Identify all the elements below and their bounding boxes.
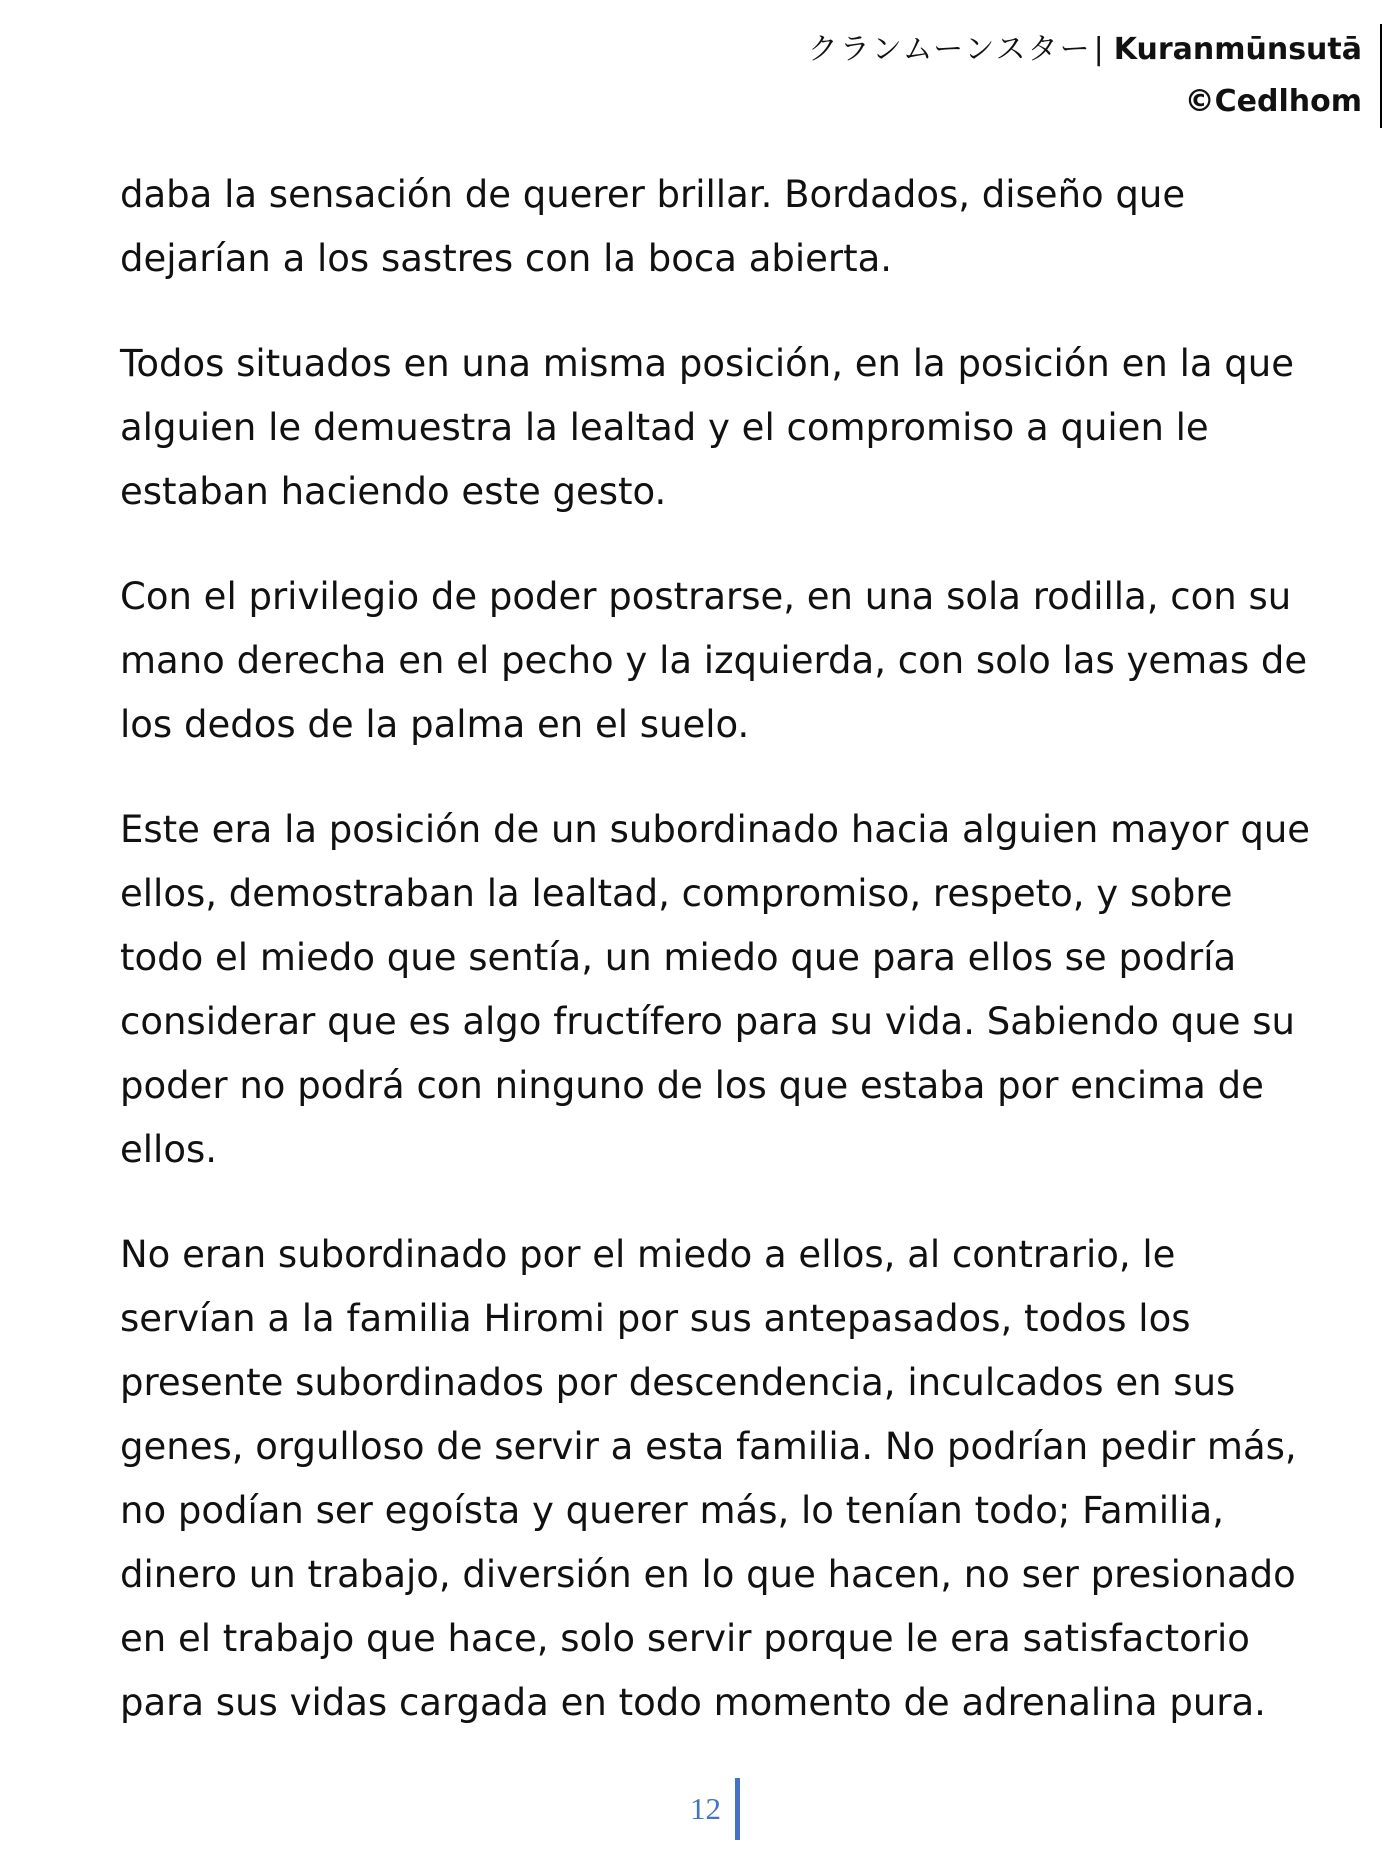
text-line: poder no podrá con ninguno de los que estaba por encima de — [120, 1064, 1264, 1107]
text-line: servían a la familia Hiromi por sus antepasados, todos los — [120, 1297, 1191, 1340]
page-body — [120, 163, 1311, 1776]
header-title-line — [462, 24, 1362, 76]
text-line: ellos. — [120, 1128, 217, 1171]
text-line: daba la sensación de querer brillar. Bordados, diseño que — [120, 173, 1186, 216]
header-separator: | — [1093, 32, 1104, 67]
text-line: no podían ser egoísta y querer más, lo tenían todo; Familia, — [120, 1489, 1224, 1532]
text-line: No eran subordinado por el miedo a ellos, al contrario, le — [120, 1233, 1176, 1276]
paragraph — [120, 565, 1308, 757]
text-line: genes, orgulloso de servir a esta familia. No podrían pedir más, — [120, 1425, 1297, 1468]
text-line: estaban haciendo este gesto. — [120, 470, 667, 513]
text-line: considerar que es algo fructífero para su vida. Sabiendo que su — [120, 1000, 1295, 1043]
paragraph — [120, 798, 1311, 1182]
text-line: para sus vidas cargada en todo momento de adrenalina pura. — [120, 1681, 1266, 1724]
text-line: los dedos de la palma en el suelo. — [120, 703, 750, 746]
header-copyright: ©Cedlhom — [1184, 84, 1362, 119]
text-line: Este era la posición de un subordinado hacia alguien mayor que — [120, 808, 1311, 851]
paragraph — [120, 163, 1300, 291]
text-line: dinero un trabajo, diversión en lo que hacen, no ser presionado — [120, 1553, 1296, 1596]
text-line: Con el privilegio de poder postrarse, en una sola rodilla, con su — [120, 575, 1292, 618]
header-title-romaji: Kuranmūnsutā — [1113, 32, 1362, 67]
header-title-japanese: クランムーンスター — [807, 32, 1092, 67]
text-line: en el trabajo que hace, solo servir porque le era satisfactorio — [120, 1617, 1250, 1660]
page-number: 12 — [690, 1778, 740, 1840]
text-line: presente subordinados por descendencia, inculcados en sus — [120, 1361, 1236, 1404]
text-line: mano derecha en el pecho y la izquierda, con solo las yemas de — [120, 639, 1308, 682]
text-line: Todos situados en una misma posición, en la posición en la que — [120, 342, 1294, 385]
text-line: todo el miedo que sentía, un miedo que para ellos se podría — [120, 936, 1237, 979]
text-line: alguien le demuestra la lealtad y el compromiso a quien le — [120, 406, 1209, 449]
paragraph — [120, 332, 1300, 524]
paragraph — [120, 1223, 1300, 1735]
page-header — [462, 24, 1382, 128]
text-line: dejarían a los sastres con la boca abierta. — [120, 237, 893, 280]
text-line: ellos, demostraban la lealtad, compromiso, respeto, y sobre — [120, 872, 1233, 915]
page-footer — [0, 1778, 1400, 1840]
